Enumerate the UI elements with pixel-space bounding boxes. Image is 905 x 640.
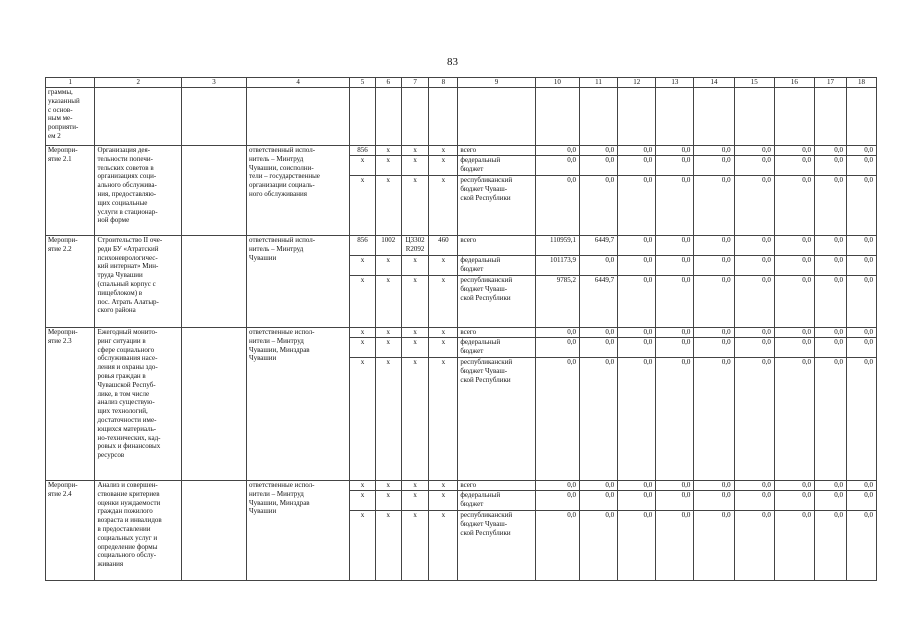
funding-value: 0,0 [535, 176, 579, 236]
funding-value: 0,0 [774, 338, 814, 358]
funding-value: 0,0 [618, 491, 656, 511]
funding-value: 0,0 [774, 236, 814, 256]
funding-value: 0,0 [656, 256, 694, 276]
table-cell [535, 88, 579, 146]
funding-value: 0,0 [656, 176, 694, 236]
funding-source: всего [458, 236, 535, 256]
table-cell [815, 88, 847, 146]
table-cell [429, 88, 458, 146]
funding-value: 0,0 [656, 358, 694, 481]
table-cell [401, 88, 429, 146]
funding-value: 0,0 [694, 236, 734, 256]
column-header: 3 [182, 78, 247, 88]
funding-value: 6449,7 [579, 276, 617, 328]
column-header: 17 [815, 78, 847, 88]
funding-value: 0,0 [734, 491, 774, 511]
funding-value: 0,0 [694, 146, 734, 156]
funding-value: 0,0 [815, 256, 847, 276]
funding-value: 0,0 [846, 176, 876, 236]
funding-value: 110959,1 [535, 236, 579, 256]
funding-value: 0,0 [694, 511, 734, 581]
code-target-article: х [401, 358, 429, 481]
funding-value: 0,0 [618, 481, 656, 491]
column-header: 15 [734, 78, 774, 88]
code-section: х [375, 481, 401, 491]
code-section: х [375, 156, 401, 176]
funding-value: 0,0 [656, 328, 694, 338]
responsible-executor: ответственный испол- нитель – Минтруд Чувашии, соисполни- тели – государственные организации социаль- ного обслуживания [247, 146, 350, 236]
participant-cell [182, 146, 247, 236]
code-target-article: х [401, 338, 429, 358]
responsible-executor: ответственные испол- нители – Минтруд Чувашии, Минздрав Чувашии [247, 328, 350, 481]
funding-source: республиканский бюджет Чуваш- ской Республики [458, 358, 535, 481]
table-cell [846, 88, 876, 146]
funding-value: 0,0 [694, 256, 734, 276]
code-target-article: х [401, 276, 429, 328]
funding-source: федеральный бюджет [458, 256, 535, 276]
funding-value: 0,0 [774, 256, 814, 276]
code-grbs: х [350, 338, 376, 358]
measure-title: Ежегодный монито- ринг ситуации в сфере социального обслуживания насе- ления и охраны здо- ровья граждан в Чувашской Респуб- лике, в том числе анализ существую- щих технологий, достаточности име- ющихся материаль- но-технических, кад- ровых и финансовых ресурсов [95, 328, 182, 481]
funding-source: федеральный бюджет [458, 338, 535, 358]
table-cell [656, 88, 694, 146]
code-expense-type: х [429, 176, 458, 236]
funding-value: 0,0 [846, 491, 876, 511]
funding-value: 0,0 [846, 511, 876, 581]
code-section: х [375, 146, 401, 156]
column-header: 7 [401, 78, 429, 88]
column-header: 10 [535, 78, 579, 88]
funding-value: 0,0 [734, 256, 774, 276]
code-section: х [375, 276, 401, 328]
funding-value: 0,0 [618, 236, 656, 256]
funding-value: 0,0 [694, 481, 734, 491]
funding-value: 0,0 [846, 236, 876, 256]
code-target-article: Ц3302 R2092 [401, 236, 429, 256]
funding-value: 0,0 [734, 156, 774, 176]
funding-value: 0,0 [618, 511, 656, 581]
funding-value: 9785,2 [535, 276, 579, 328]
measure-title: Анализ и совершен- ствование критериев оценки нуждаемости граждан пожилого возраста и инвалидов в предоставлении социальных услуг и определение формы социального обслу- живания [95, 481, 182, 581]
table-body [46, 78, 877, 581]
code-target-article: х [401, 328, 429, 338]
funding-value: 0,0 [774, 358, 814, 481]
code-expense-type: х [429, 491, 458, 511]
funding-value: 0,0 [774, 146, 814, 156]
column-header: 2 [95, 78, 182, 88]
code-target-article: х [401, 146, 429, 156]
funding-value: 0,0 [815, 481, 847, 491]
funding-value: 0,0 [656, 511, 694, 581]
code-expense-type: 460 [429, 236, 458, 256]
funding-value: 0,0 [579, 491, 617, 511]
funding-value: 0,0 [734, 176, 774, 236]
funding-value: 0,0 [535, 481, 579, 491]
code-section: 1002 [375, 236, 401, 256]
funding-source: федеральный бюджет [458, 156, 535, 176]
funding-source: республиканский бюджет Чуваш- ской Республики [458, 276, 535, 328]
funding-value: 0,0 [656, 156, 694, 176]
table-cell [694, 88, 734, 146]
funding-value: 0,0 [846, 156, 876, 176]
funding-value: 0,0 [846, 328, 876, 338]
code-grbs: х [350, 156, 376, 176]
funding-value: 0,0 [579, 176, 617, 236]
table-cell [182, 88, 247, 146]
funding-value: 0,0 [815, 358, 847, 481]
measure-title: Строительство II оче- реди БУ «Атратский психоневрологичес- кий интернат» Мин- труда Чувашии (спальный корпус с пищеблоком) в пос. Атрать Алатыр- ского района [95, 236, 182, 328]
funding-value: 0,0 [774, 176, 814, 236]
funding-value: 0,0 [535, 358, 579, 481]
code-target-article: х [401, 511, 429, 581]
column-header: 11 [579, 78, 617, 88]
funding-value: 0,0 [815, 176, 847, 236]
code-section: х [375, 511, 401, 581]
funding-value: 0,0 [815, 511, 847, 581]
header-row [46, 78, 877, 88]
code-target-article: х [401, 256, 429, 276]
table-cell [774, 88, 814, 146]
funding-source: республиканский бюджет Чуваш- ской Республики [458, 176, 535, 236]
column-header: 4 [247, 78, 350, 88]
funding-value: 0,0 [815, 328, 847, 338]
column-header: 9 [458, 78, 535, 88]
code-grbs: х [350, 276, 376, 328]
funding-value: 0,0 [694, 491, 734, 511]
funding-value: 0,0 [734, 328, 774, 338]
funding-value: 0,0 [579, 256, 617, 276]
table-cell [458, 88, 535, 146]
column-header: 6 [375, 78, 401, 88]
funding-value: 0,0 [656, 481, 694, 491]
funding-value: 101173,9 [535, 256, 579, 276]
funding-value: 0,0 [535, 328, 579, 338]
column-header: 5 [350, 78, 376, 88]
code-grbs: х [350, 256, 376, 276]
funding-value: 0,0 [535, 146, 579, 156]
code-section: х [375, 338, 401, 358]
funding-value: 0,0 [774, 156, 814, 176]
code-expense-type: х [429, 338, 458, 358]
code-expense-type: х [429, 328, 458, 338]
funding-value: 0,0 [815, 236, 847, 256]
code-grbs: х [350, 481, 376, 491]
funding-value: 0,0 [774, 276, 814, 328]
participant-cell [182, 328, 247, 481]
funding-value: 0,0 [579, 146, 617, 156]
program-funding-table [45, 77, 877, 581]
code-target-article: х [401, 176, 429, 236]
funding-value: 0,0 [656, 146, 694, 156]
funding-source: всего [458, 146, 535, 156]
funding-value: 0,0 [846, 358, 876, 481]
funding-value: 0,0 [846, 338, 876, 358]
funding-value: 0,0 [815, 491, 847, 511]
column-header: 1 [46, 78, 95, 88]
funding-value: 0,0 [815, 146, 847, 156]
funding-value: 0,0 [774, 481, 814, 491]
funding-value: 0,0 [618, 156, 656, 176]
code-grbs: х [350, 511, 376, 581]
funding-value: 0,0 [618, 358, 656, 481]
funding-value: 0,0 [694, 176, 734, 236]
measure-code: Меропри- ятие 2.3 [46, 328, 95, 481]
funding-value: 0,0 [774, 491, 814, 511]
code-section: х [375, 358, 401, 481]
column-header: 18 [846, 78, 876, 88]
funding-value: 0,0 [656, 276, 694, 328]
funding-source: всего [458, 481, 535, 491]
code-section: х [375, 176, 401, 236]
funding-value: 0,0 [579, 328, 617, 338]
funding-value: 0,0 [734, 276, 774, 328]
code-expense-type: х [429, 511, 458, 581]
measure-code: Меропри- ятие 2.4 [46, 481, 95, 581]
responsible-executor: ответственные испол- нители – Минтруд Чувашии, Минздрав Чувашии [247, 481, 350, 581]
column-header: 8 [429, 78, 458, 88]
funding-value: 0,0 [535, 338, 579, 358]
participant-cell [182, 236, 247, 328]
funding-value: 0,0 [734, 358, 774, 481]
table-row [46, 481, 877, 491]
code-grbs: х [350, 176, 376, 236]
funding-value: 0,0 [618, 276, 656, 328]
code-grbs: х [350, 328, 376, 338]
funding-value: 0,0 [579, 481, 617, 491]
funding-value: 0,0 [815, 338, 847, 358]
funding-source: всего [458, 328, 535, 338]
column-header: 16 [774, 78, 814, 88]
funding-value: 0,0 [846, 146, 876, 156]
code-expense-type: х [429, 256, 458, 276]
table-row [46, 236, 877, 256]
column-header: 14 [694, 78, 734, 88]
funding-value: 0,0 [774, 328, 814, 338]
funding-value: 0,0 [618, 328, 656, 338]
funding-value: 0,0 [579, 511, 617, 581]
funding-value: 0,0 [694, 338, 734, 358]
code-expense-type: х [429, 358, 458, 481]
participant-cell [182, 481, 247, 581]
funding-value: 0,0 [535, 491, 579, 511]
funding-value: 0,0 [846, 276, 876, 328]
table-cell [247, 88, 350, 146]
code-expense-type: х [429, 276, 458, 328]
code-section: х [375, 256, 401, 276]
funding-value: 0,0 [734, 338, 774, 358]
code-grbs: 856 [350, 236, 376, 256]
code-grbs: 856 [350, 146, 376, 156]
code-expense-type: х [429, 481, 458, 491]
funding-value: 0,0 [535, 511, 579, 581]
continuation-row [46, 88, 877, 146]
code-section: х [375, 328, 401, 338]
continuation-label: граммы, указанный с основ- ным ме- роприяти- ем 2 [46, 88, 95, 146]
funding-value: 0,0 [815, 156, 847, 176]
table-row [46, 146, 877, 156]
funding-value: 0,0 [656, 236, 694, 256]
funding-source: федеральный бюджет [458, 491, 535, 511]
code-expense-type: х [429, 156, 458, 176]
column-header: 12 [618, 78, 656, 88]
column-header: 13 [656, 78, 694, 88]
code-section: х [375, 491, 401, 511]
funding-value: 0,0 [656, 491, 694, 511]
code-expense-type: х [429, 146, 458, 156]
code-target-article: х [401, 491, 429, 511]
funding-value: 6449,7 [579, 236, 617, 256]
funding-value: 0,0 [734, 236, 774, 256]
code-grbs: х [350, 491, 376, 511]
measure-title: Организация дея- тельности попечи- тельских советов в организациях соци- ального обслужива- ния, предоставляю- щих социальные услуги в стационар- ной форме [95, 146, 182, 236]
responsible-executor: ответственный испол- нитель – Минтруд Чувашии [247, 236, 350, 328]
table-cell [95, 88, 182, 146]
funding-value: 0,0 [694, 328, 734, 338]
measure-code: Меропри- ятие 2.2 [46, 236, 95, 328]
table-cell [579, 88, 617, 146]
funding-value: 0,0 [579, 358, 617, 481]
table-cell [734, 88, 774, 146]
funding-value: 0,0 [694, 276, 734, 328]
funding-value: 0,0 [734, 481, 774, 491]
funding-value: 0,0 [694, 358, 734, 481]
funding-value: 0,0 [694, 156, 734, 176]
funding-value: 0,0 [579, 156, 617, 176]
code-grbs: х [350, 358, 376, 481]
funding-value: 0,0 [846, 256, 876, 276]
funding-value: 0,0 [535, 156, 579, 176]
funding-value: 0,0 [618, 256, 656, 276]
funding-value: 0,0 [734, 511, 774, 581]
table-row [46, 328, 877, 338]
funding-value: 0,0 [579, 338, 617, 358]
funding-value: 0,0 [815, 276, 847, 328]
code-target-article: х [401, 156, 429, 176]
measure-code: Меропри- ятие 2.1 [46, 146, 95, 236]
funding-value: 0,0 [774, 511, 814, 581]
table-cell [618, 88, 656, 146]
funding-value: 0,0 [618, 146, 656, 156]
funding-value: 0,0 [618, 176, 656, 236]
code-target-article: х [401, 481, 429, 491]
table-cell [350, 88, 376, 146]
funding-value: 0,0 [618, 338, 656, 358]
page-number: 83 [447, 56, 458, 68]
funding-value: 0,0 [734, 146, 774, 156]
table-cell [375, 88, 401, 146]
funding-value: 0,0 [846, 481, 876, 491]
funding-source: республиканский бюджет Чуваш- ской Республики [458, 511, 535, 581]
funding-value: 0,0 [656, 338, 694, 358]
